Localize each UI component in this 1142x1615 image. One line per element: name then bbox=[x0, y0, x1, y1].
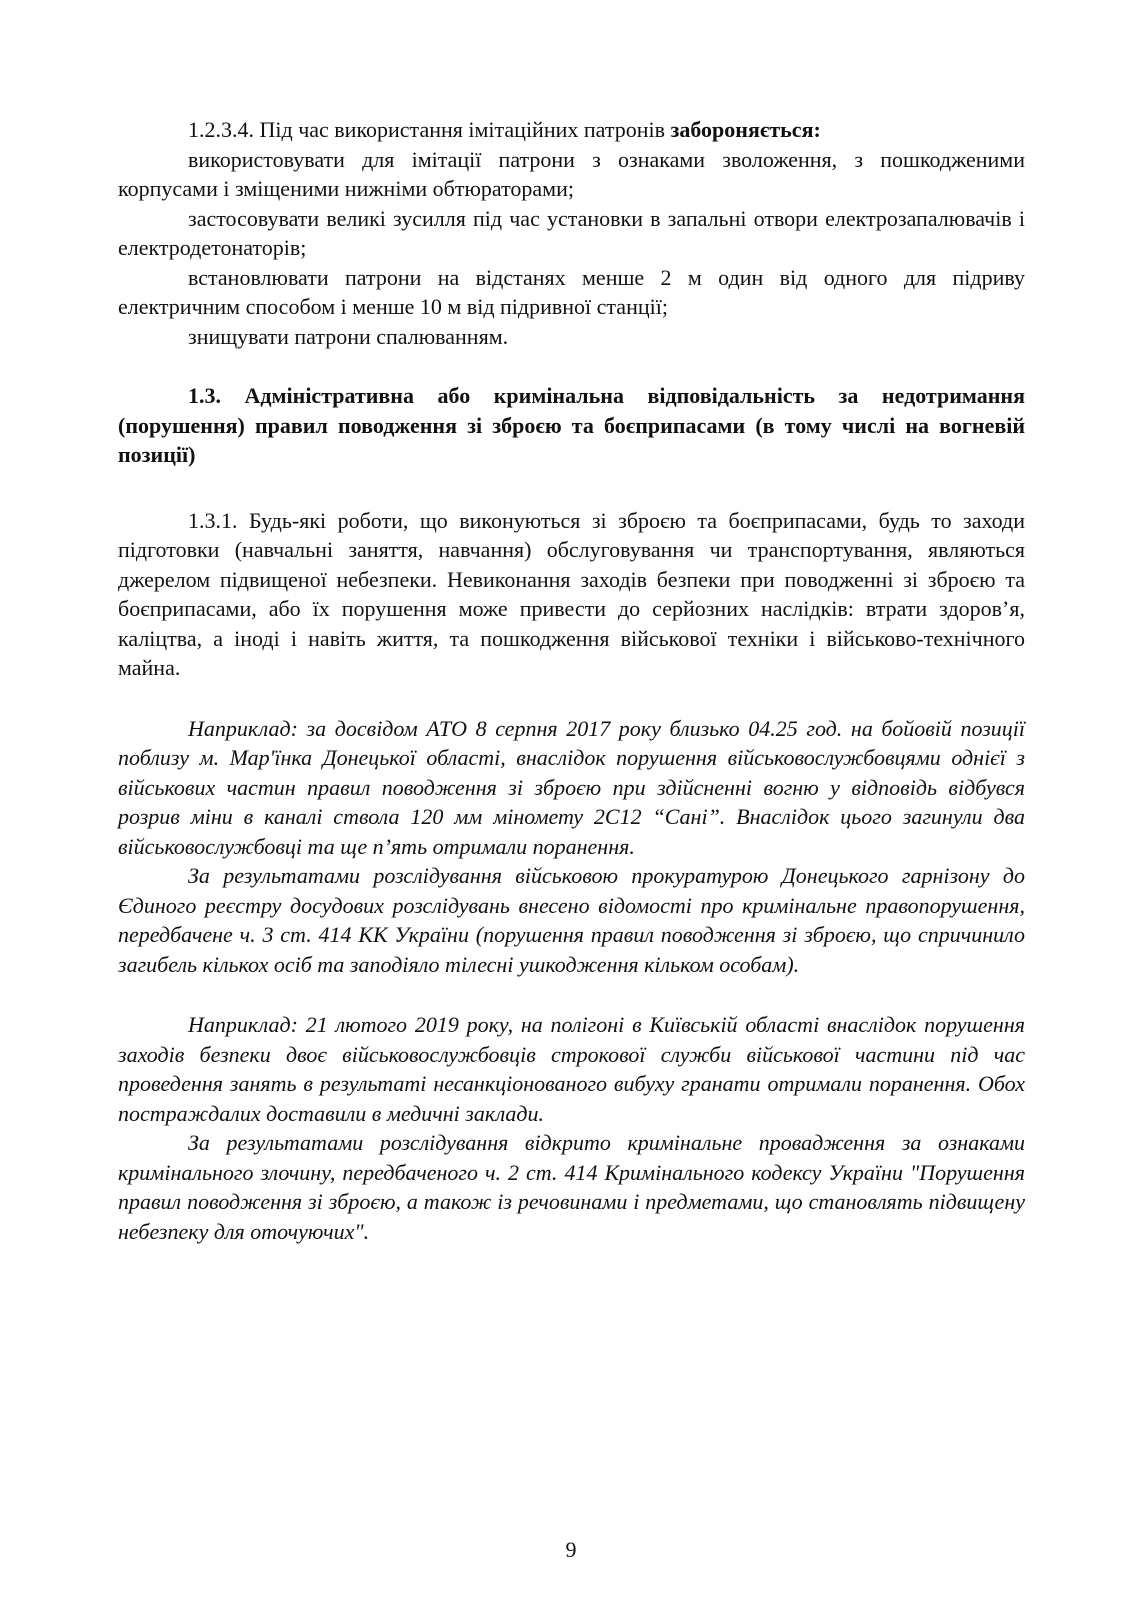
intro-bold-word: забороняється: bbox=[670, 117, 821, 142]
spacer bbox=[118, 683, 1025, 714]
example-2-paragraph-b: За результатами розслідування відкрито кримінальне провадження за ознаками кримінального злочину, передбаченого ч. 2 ст. 414 Кримінального кодексу України "Порушення правил поводження зі зброєю, а також із речовинами і предметами, що становлять підвищену небезпеку для оточуючих". bbox=[118, 1130, 1025, 1244]
spacer bbox=[118, 470, 1025, 506]
spacer bbox=[118, 979, 1025, 1010]
paragraph-1-3-1: 1.3.1. Будь-які роботи, що виконуються зі зброєю та боєприпасами, будь то заходи підготовки (навчальні заняття, навчання) обслуговування чи транспортування, являються джерелом підвищеної небезпеки. Невиконання заходів безпеки при поводженні зі зброєю та боєприпасами, або їх порушення може привести до серйозних наслідків: втрати здоров’я, каліцтва, а іноді і навіть життя, та пошкодження військової техніки і військово-технічного майна. bbox=[118, 507, 1025, 680]
prohibition-item-1: використовувати для імітації патрони з ознаками зволоження, з пошкодженими корпусами і зміщеними нижніми обтюраторами; bbox=[118, 146, 1025, 201]
example-2-paragraph-a: Наприклад: 21 лютого 2019 року, на полігоні в Київській області внаслідок порушення заходів безпеки двоє військовослужбовців строкової служби військової частини під час проведення занять в результаті несанкціонованого вибуху гранати отримали поранення. Обох постраждалих доставили в медичні заклади. bbox=[118, 1012, 1025, 1126]
section-1-2-3-4-intro bbox=[118, 115, 1025, 145]
spacer bbox=[118, 351, 1025, 381]
prohibition-item-4: знищувати патрони спалюванням. bbox=[188, 323, 509, 349]
page-number: 9 bbox=[565, 1537, 577, 1562]
prohibition-item-3: встановлювати патрони на відстанях менше 2 м один від одного для підриву електричним способом і менше 10 м від підривної станції; bbox=[118, 264, 1025, 319]
example-1-paragraph-b: За результатами розслідування військовою прокуратурою Донецького гарнізону до Єдиного реєстру досудових розслідувань внесено відомості про кримінальне правопорушення, передбачене ч. 3 ст. 414 КК України (порушення правил поводження зі зброєю, що спричинило загибель кількох осіб та заподіяло тілесні ушкодження кільком особам). bbox=[118, 863, 1025, 977]
example-1-paragraph-a: Наприклад: за досвідом АТО 8 серпня 2017 року близько 04.25 год. на бойовій позиції поблизу м. Мар'їнка Донецької області, внаслідок порушення військовослужбовцями однієї з військових частин правил поводження зі зброєю при здійсненні вогню у відповідь відбувся розрив міни в каналі ствола 120 мм міномету 2С12 “Сані”. Внаслідок цього загинули два військовослужбовці та ще п’ять отримали поранення. bbox=[118, 715, 1025, 859]
prohibition-item-2: застосовувати великі зусилля під час установки в запальні отвори електрозапалювачів і електродетонаторів; bbox=[118, 205, 1025, 260]
section-1-3-heading: 1.3. Адміністративна або кримінальна відповідальність за недотримання (порушення) правил поводження зі зброєю та боєприпасами (в тому числі на вогневій позиції) bbox=[118, 383, 1025, 467]
page-body bbox=[118, 115, 1025, 1246]
intro-text: 1.2.3.4. Під час використання імітаційних патронів bbox=[188, 117, 671, 142]
